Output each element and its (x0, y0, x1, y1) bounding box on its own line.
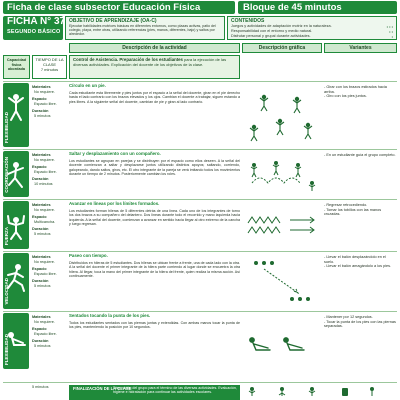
activity-description (69, 313, 240, 330)
duration-label: Duración (32, 109, 49, 114)
materials-column (32, 85, 67, 122)
duration-label: Duración (32, 279, 49, 284)
variant-item: - Girar con los brazos estirados hacia arriba. (324, 85, 387, 94)
warmup-block (69, 55, 240, 79)
activity-body: Los estudiantes se agrupan en parejas y se distribuyen por el espacio como ellos deseen. A la señal del docente comienzan a saltar y desplazarse juntos utilizando distintos apoyos; saltando, corriendo, galopeando, dando saltos, giros, etc. El otro integrante de la pareja se verá imitando todos los movimientos durante un tiempo de 2 minutos. Posteriormente cambian los roles. (69, 159, 240, 177)
activity-title: Paseo con tiempo. (69, 253, 108, 258)
ficha-course: SEGUNDO BÁSICO (7, 29, 61, 35)
variants-list (324, 255, 397, 269)
materials-column (32, 153, 67, 190)
activity-diagram (242, 85, 322, 143)
variants-list (324, 153, 397, 158)
activity-title: Círculo en un pie. (69, 83, 106, 88)
objective-text: Ejecutar habilidades motrices básicas en diferentes entornos, como plazas activas, patio del colegio, playa, entre otras, utilizando referencias (pies, manos, diferentes, bajo) y saltos por alrededor. (69, 24, 216, 37)
capacity-label: COORDINACIÓN (4, 157, 9, 193)
section-divider (3, 251, 397, 252)
capacity-caption: Capacidad física abordada (3, 55, 30, 79)
section-divider (3, 149, 397, 150)
column-header-variants: Variantes (324, 43, 397, 53)
space-value: Espacio libre. (34, 101, 57, 106)
section-strip (3, 313, 29, 369)
duration-value: 5 minutos (34, 343, 51, 348)
content-item: Juegos y actividades de adaptación motriz en la naturaleza. (231, 24, 332, 28)
sheet-title: Ficha de clase subsector Educación Física (3, 1, 235, 14)
materials-value: No requiere. (34, 157, 55, 162)
closing-block (69, 385, 240, 400)
materials-column (32, 203, 67, 240)
activity-diagram (242, 318, 322, 366)
warmup-text: para la ejecución de las diversas actividades. Explicación del docente de los objetivos de la clase. (73, 57, 227, 67)
space-label: Espacio (32, 327, 47, 332)
activity-description (69, 151, 240, 177)
materials-label: Materiales (32, 153, 51, 157)
space-label: Espacio (32, 165, 47, 170)
space-value: Espacio libre. (34, 169, 57, 174)
duration-label: Duración (32, 227, 49, 232)
variant-item: - Tocar la punta de los pies con las piernas separadas. (324, 319, 396, 329)
variants-list (324, 203, 397, 217)
variant-item: - Llevar el balón desplazándolo en el suelo. (324, 255, 386, 264)
closing-text: Disposición del grupo para el término de las diversas actividades. Evaluación, higiene e hidratación para continuar las actividades escolares. (113, 386, 237, 395)
warmup-title: Control de Asistencia. Preparación de los estudiantes (73, 57, 183, 62)
content-item: Responsabilidad con el entorno y medio natural. (231, 29, 313, 33)
materials-value: No requiere. (34, 259, 55, 264)
capacity-label: FUERZA (4, 226, 9, 245)
mark: • (391, 34, 393, 39)
title-banner (0, 0, 400, 15)
capacity-label: FLEXIBILIDAD (4, 112, 9, 143)
capacity-label: FLEXIBILIDAD (4, 334, 9, 365)
column-header-description: Descripción de la actividad (69, 43, 240, 53)
variant-item: - Mantener por 12 segundos. (324, 315, 373, 319)
materials-label: Materiales (32, 85, 51, 89)
section-strip (3, 201, 29, 249)
activity-body: Todos los estudiantes sentados con las piernas juntas y extendidas. Con ambas manos tocar la punta de los pies, manteniendo la posición por 10 segundos. (69, 321, 240, 330)
activity-title: Sentados tocando la punta de los pies. (69, 313, 151, 318)
materials-label: Materiales (32, 315, 51, 319)
variants-list (324, 85, 397, 99)
duration-value: 10 minutos (34, 181, 53, 186)
section-strip (3, 253, 29, 309)
materials-value: No requiere. (34, 89, 55, 94)
duration-label: Duración (32, 339, 49, 344)
activity-diagram (242, 205, 322, 245)
materials-label: Materiales (32, 203, 51, 207)
activity-title: Avanzar en líneas por los límites formados. (69, 201, 160, 206)
duration-label: Duración (32, 177, 49, 182)
materials-column (32, 255, 67, 292)
materials-column (32, 315, 67, 352)
section-divider (3, 311, 397, 312)
variant-item: - Llevar el balón amagándolo a los pies. (324, 264, 392, 269)
activity-description (69, 83, 240, 104)
space-value: Espacio libre. (34, 271, 57, 276)
duration-title: Bloque de 45 minutos (238, 1, 397, 14)
duration-value: 5 minutos (34, 283, 51, 288)
materials-value: No requiere. (34, 319, 55, 324)
section-divider (3, 199, 397, 200)
variant-item: - Tomar los tobillos con las manos cruzadas. (324, 207, 382, 217)
activity-description (69, 201, 240, 227)
variants-list (324, 315, 397, 329)
section-divider (3, 81, 397, 82)
capacity-label: VELOCIDAD (4, 278, 9, 305)
space-value: Multicancha. (34, 219, 56, 224)
section-strip (3, 83, 29, 147)
section-strip (3, 151, 29, 197)
variant-item: - Regresar retrocediendo. (324, 203, 368, 207)
closing-time: 5 minutos (32, 385, 49, 389)
space-label: Espacio (32, 215, 47, 220)
mark: • • (389, 29, 393, 34)
variant-item: - Giro con los pies juntos. (324, 94, 367, 99)
materials-label: Materiales (32, 255, 51, 259)
ficha-number: FICHA N° 37 (7, 16, 66, 27)
section-divider (3, 382, 397, 383)
contents-box (227, 16, 397, 40)
duration-value: 5 minutos (34, 113, 51, 118)
ficha-badge (3, 16, 66, 40)
objective-label: OBJETIVO DE APRENDIZAJE (OA-C) (69, 18, 157, 24)
closing-icons (242, 385, 397, 400)
objective-box (65, 16, 225, 40)
activity-title: Saltar y desplazamiento con un compañero. (69, 151, 161, 156)
closing-title: FINALIZACIÓN DE LA CLASE (73, 386, 132, 391)
space-label: Espacio (32, 267, 47, 272)
duration-value: 5 minutos (34, 231, 51, 236)
activity-diagram (242, 255, 322, 307)
activity-body: Los estudiantes forman hileras de 5 diferentes detrás de una línea. Cada uno de los integrantes de torno los dos brazos a su compañero del delantero. Dos líneas durante todo el recorrido y mano izquierda hacia izquierda. A la señal del docente, comienzan a avanzar en sentido hacia llegar al otro extremo de la cancha y luego regresan. (69, 209, 241, 227)
class-time: TIEMPO DE LA CLASE 7 minutos (32, 55, 67, 79)
contents-label: CONTENIDOS (231, 18, 265, 24)
space-value: Espacio libre. (34, 331, 57, 336)
mark: • • • (386, 24, 393, 29)
activity-description (69, 253, 240, 279)
activity-body: Cada estudiante esta libremente y pies juntos por el espacio a la señal del docente, giran en el pie derecho hasta el lado contrario con los brazos elevados y los ojos. Cambian el docente a trabajar, siguen estando a pies libres. A la siguiente señal del docente, cambian de pie y giran al lado contrario. (69, 91, 240, 104)
space-label: Espacio (32, 97, 47, 102)
variant-item: - En un estudiante guía el grupo completo. (324, 153, 396, 157)
materials-value: No requiere. (34, 207, 55, 212)
activity-body: Distribuidos en hileras de 5 estudiantes. Dos hileras se ubican frente a frente, una de cada lado con la otra. A la señal del docente el primer integrante de la hilera parte corriendo al lugar donde se encuentra la otra hilera. Al llegar, toca la mano del primer integrante de la hilera del frente, quien realiza la misma acción. Así continuamente. (69, 261, 240, 279)
content-item: Disfrutar personal y grupal durante actividades. (231, 34, 311, 38)
activity-diagram (242, 153, 322, 195)
column-header-diagram: Descripción gráfica (242, 43, 322, 53)
